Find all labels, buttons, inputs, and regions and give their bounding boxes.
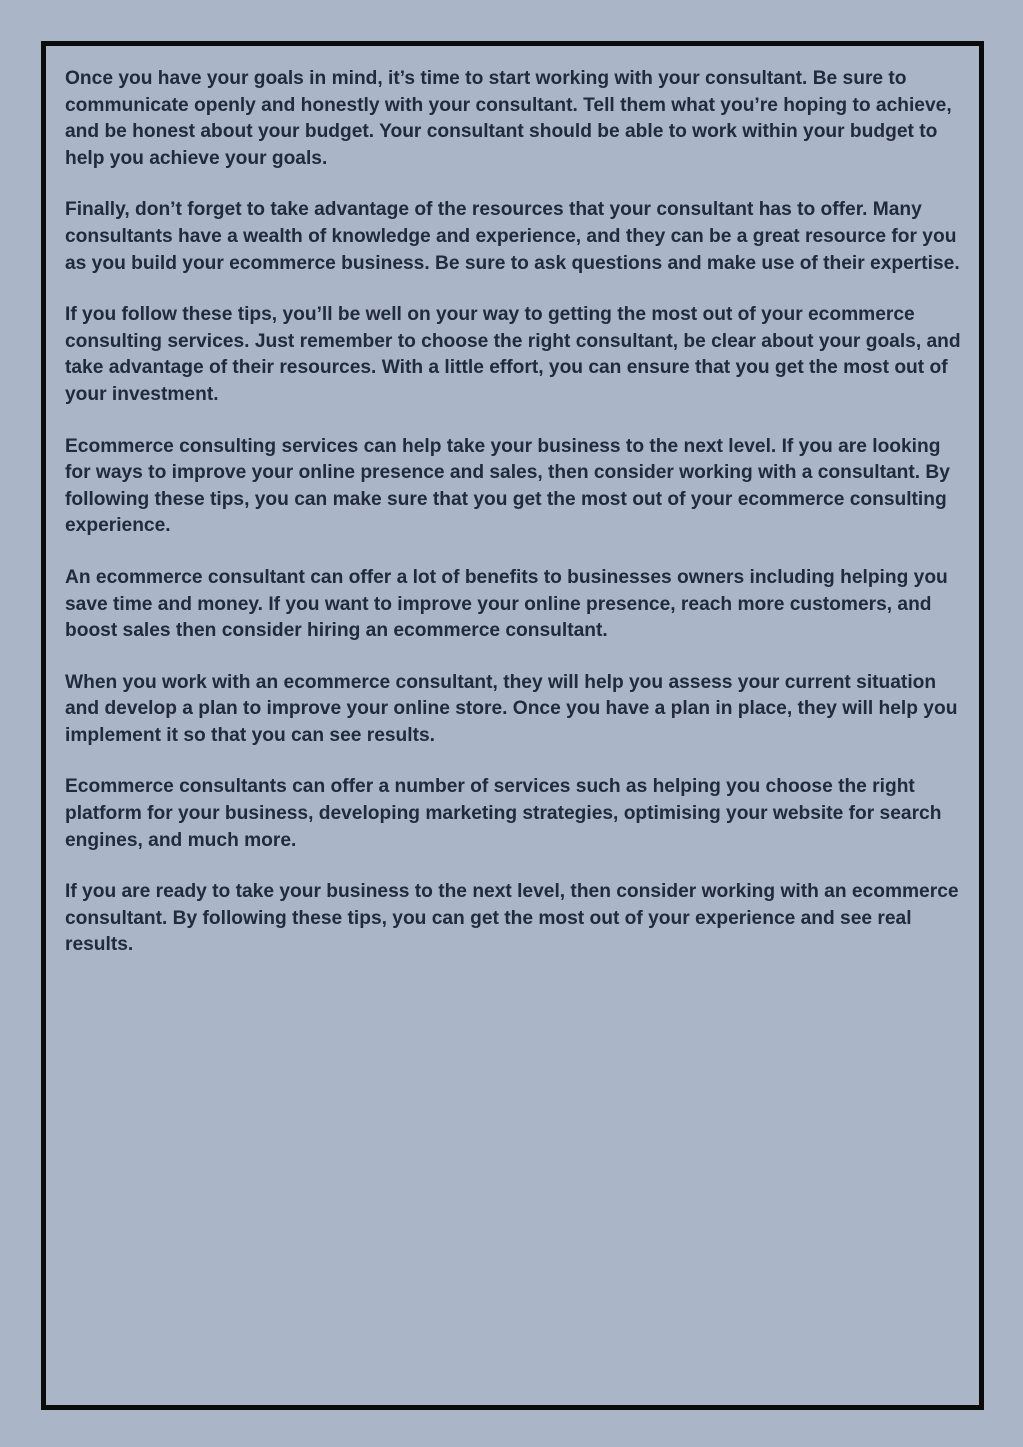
document-body [65,66,965,984]
page-frame [41,41,984,1410]
paragraph-6: When you work with an ecommerce consultant, they will help you assess your current situation and develop a plan to improve your online store. Once you have a plan in place, they will help you implement it so that you can see results. [65,671,958,746]
paragraph-2: Finally, don’t forget to take advantage of the resources that your consultant has to offer. Many consultants have a wealth of knowledge and experience, and they can be a great resource for you as you build your ecommerce business. Be sure to ask questions and make use of their expertise. [65,199,960,274]
paragraph-3: If you follow these tips, you’ll be well on your way to getting the most out of your ecommerce consulting services. Just remember to choose the right consultant, be clear about your goals, and take advantage of their resources. With a little effort, you can ensure that you get the most out of your investment. [65,304,961,405]
paragraph-4: Ecommerce consulting services can help take your business to the next level. If you are looking for ways to improve your online presence and sales, then consider working with a consultant. By following these tips, you can make sure that you get the most out of your ecommerce consulting experience. [65,435,950,537]
paragraph-8: If you are ready to take your business to the next level, then consider working with an ecommerce consultant. By following these tips, you can get the most out of your experience and see real results. [65,881,959,956]
paragraph-5: An ecommerce consultant can offer a lot of benefits to businesses owners including helping you save time and money. If you want to improve your online presence, reach more customers, and boost sales then consider hiring an ecommerce consultant. [65,566,948,642]
paragraph-1: Once you have your goals in mind, it’s time to start working with your consultant. Be sure to communicate openly and honestly with your consultant. Tell them what you’re hoping to achieve, and be honest about your budget. Your consultant should be able to work within your budget to help you achieve your goals. [65,68,952,169]
paragraph-7: Ecommerce consultants can offer a number of services such as helping you choose the right platform for your business, developing marketing strategies, optimising your website for search engines, and much more. [65,776,942,851]
